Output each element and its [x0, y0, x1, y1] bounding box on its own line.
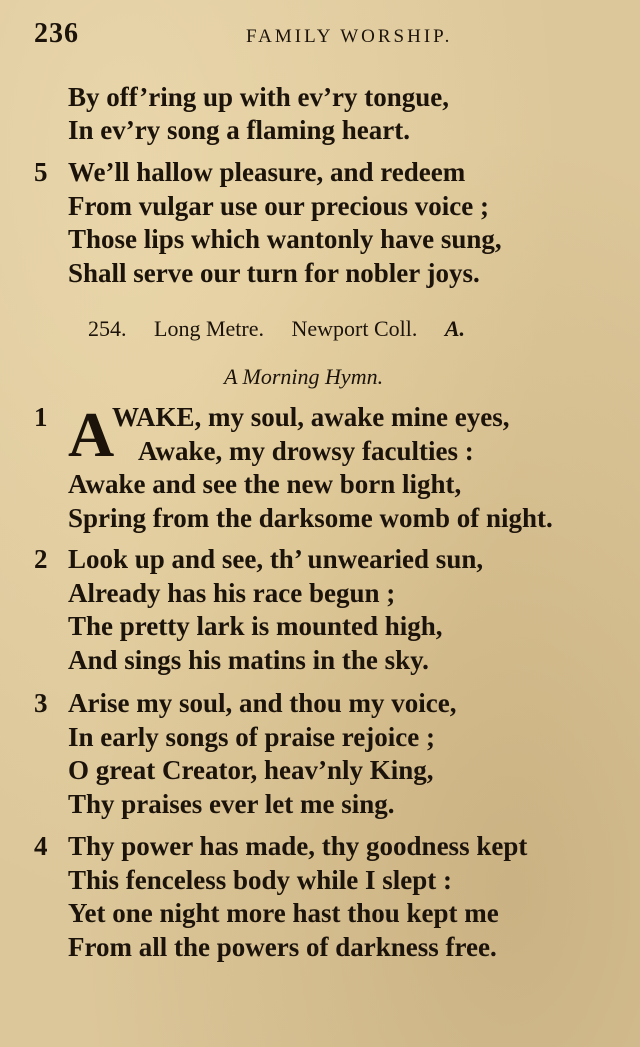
page-number: 236	[34, 18, 79, 49]
running-head	[34, 18, 604, 52]
hymn-source: Newport Coll.	[291, 316, 418, 341]
verse-line: Thy power has made, thy goodness kept	[68, 831, 528, 861]
running-title: FAMILY WORSHIP.	[246, 26, 453, 47]
verse-line: And sings his matins in the sky.	[68, 645, 429, 675]
verse-line: From all the powers of darkness free.	[68, 932, 497, 962]
hymn-letter: A.	[444, 316, 466, 341]
verse-line: O great Creator, heav’nly King,	[68, 755, 434, 785]
verse-line: Already has his race begun ;	[68, 578, 396, 608]
verse-line: Awake and see the new born light,	[68, 469, 462, 499]
verse-line: Look up and see, th’ unwearied sun,	[68, 544, 484, 574]
verse-line: Yet one night more hast thou kept me	[68, 898, 499, 928]
verse-line: Spring from the darksome womb of night.	[68, 503, 553, 533]
hymn-title: A Morning Hymn.	[224, 364, 384, 389]
hymn-number: 254.	[88, 316, 127, 341]
verse-line: From vulgar use our precious voice ;	[68, 191, 489, 221]
verse-line: We’ll hallow pleasure, and redeem	[68, 157, 466, 187]
verse-line: The pretty lark is mounted high,	[68, 611, 443, 641]
verse-number: 4	[34, 831, 48, 861]
verse-number: 1	[34, 402, 48, 432]
hymn-metre: Long Metre.	[154, 316, 264, 341]
verse-line: WAKE, my soul, awake mine eyes,	[112, 402, 510, 432]
verse-number: 5	[34, 157, 48, 187]
verse-line: Awake, my drowsy faculties :	[138, 436, 474, 466]
verse-line: In ev’ry song a flaming heart.	[68, 115, 410, 145]
drop-cap: A	[68, 399, 115, 470]
verse-line: Those lips which wantonly have sung,	[68, 224, 502, 254]
verse-number: 2	[34, 544, 48, 574]
verse-line: Shall serve our turn for nobler joys.	[68, 258, 480, 288]
hymn-heading	[88, 313, 487, 345]
verse-number: 3	[34, 688, 48, 718]
verse-line: Thy praises ever let me sing.	[68, 789, 395, 819]
verse-line: In early songs of praise rejoice ;	[68, 722, 435, 752]
verse-line: By off’ring up with ev’ry tongue,	[68, 82, 449, 112]
verse-line: This fenceless body while I slept :	[68, 865, 453, 895]
verse-line: Arise my soul, and thou my voice,	[68, 688, 457, 718]
